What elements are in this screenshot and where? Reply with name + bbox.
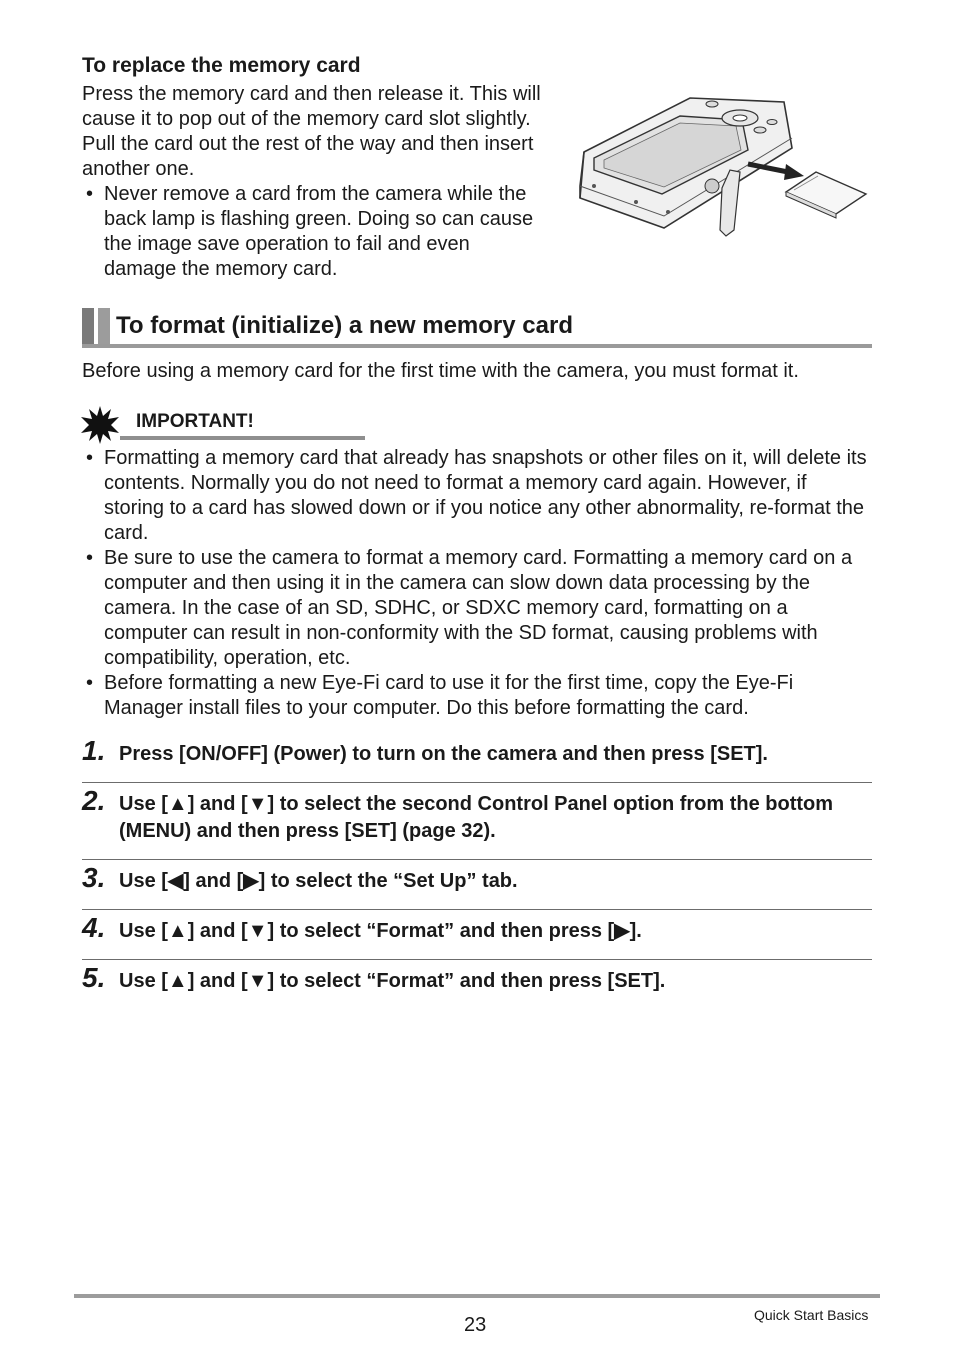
bullet-text: Be sure to use the camera to format a memory card. Formatting a memory card on a computer and then using it in the camera can slow down data processing by the camera. In the case of an SD, SDHC, or SDXC memory card, formatting on a computer can result in non-conformity with the SD format, causing problems with compatibility, operation, etc. [104,547,853,669]
heading-bar [82,308,94,348]
footer-section-label: Quick Start Basics [754,1307,869,1323]
bullet-text: Never remove a card from the camera while the back lamp is flashing green. Doing so can cause the image save operation to fail and even damage the memory card. [104,183,534,280]
format-intro: Before using a memory card for the first time with the camera, you must format it. [82,360,799,382]
step-number: 4. [82,912,106,943]
step-number: 5. [82,962,106,993]
important-label-block [80,405,290,441]
list-item: • Never remove a card from the camera while the back lamp is flashing green. Doing so can cause the image save operation to fail and even damage the memory card. [86,183,534,280]
step-text: Use [▲] and [▼] to select “Format” and then press [SET]. [119,970,666,992]
step-text: Press [ON/OFF] (Power) to turn on the camera and then press [SET]. [119,743,768,765]
section-heading [82,308,872,348]
page-number: 23 [464,1314,487,1336]
step-1 [82,733,872,783]
subheading-replace-card: To replace the memory card [82,54,361,77]
list-item: • Be sure to use the camera to format a memory card. Formatting a memory card on a computer and then using it in the camera can slow down data processing by the camera. In the case of an SD, SDHC, or SDXC memory card, formatting on a computer can result in non-conformity with the SD format, causing problems with compatibility, operation, etc. [86,547,853,669]
step-text: Use [◀] and [▶] to select the “Set Up” tab. [119,870,518,892]
step-number: 2. [82,785,106,816]
bullet-text: Formatting a memory card that already has snapshots or other files on it, will delete its contents. Normally you do not need to format a memory card again. However, if storing to a card has slowed down or if you notice any other abnormality, re-format the card. [104,447,867,544]
procedure-steps [82,733,872,1009]
important-bullets [82,446,872,721]
important-label: IMPORTANT! [136,411,254,432]
step-5 [82,960,872,1009]
heading-rule [82,344,872,348]
step-3 [82,860,872,910]
step-text: Use [▲] and [▼] to select “Format” and then press [▶]. [119,920,642,942]
list-item: • Formatting a memory card that already has snapshots or other files on it, will delete its contents. Normally you do not need to format a memory card again. However, if storing to a card has slowed down or if you notice any other abnormality, re-format the card. [86,447,867,544]
section-title: To format (initialize) a new memory card [116,312,573,339]
heading-bar [98,308,110,348]
step-2 [82,783,872,860]
step-number: 1. [82,735,106,766]
starburst-icon [80,405,120,445]
bullet-text: Before formatting a new Eye-Fi card to use it for the first time, copy the Eye-Fi Manager install files to your computer. Do this before formatting the card. [104,672,794,719]
footer-rule [74,1294,880,1298]
replace-card-bullets [82,182,542,282]
step-4 [82,910,872,960]
list-item: • Before formatting a new Eye-Fi card to use it for the first time, copy the Eye-Fi Manager install files to your computer. Do this before formatting the card. [86,672,794,719]
replace-card-paragraph: Press the memory card and then release it. This will cause it to pop out of the memory card slot slightly. Pull the card out the rest of the way and then insert another one. [82,83,541,180]
camera-memory-card-illustration [572,90,872,240]
step-number: 3. [82,862,106,893]
important-rule [120,436,365,440]
step-text: Use [▲] and [▼] to select the second Control Panel option from the bottom (MENU) and then press [SET] (page 32). [119,793,834,842]
